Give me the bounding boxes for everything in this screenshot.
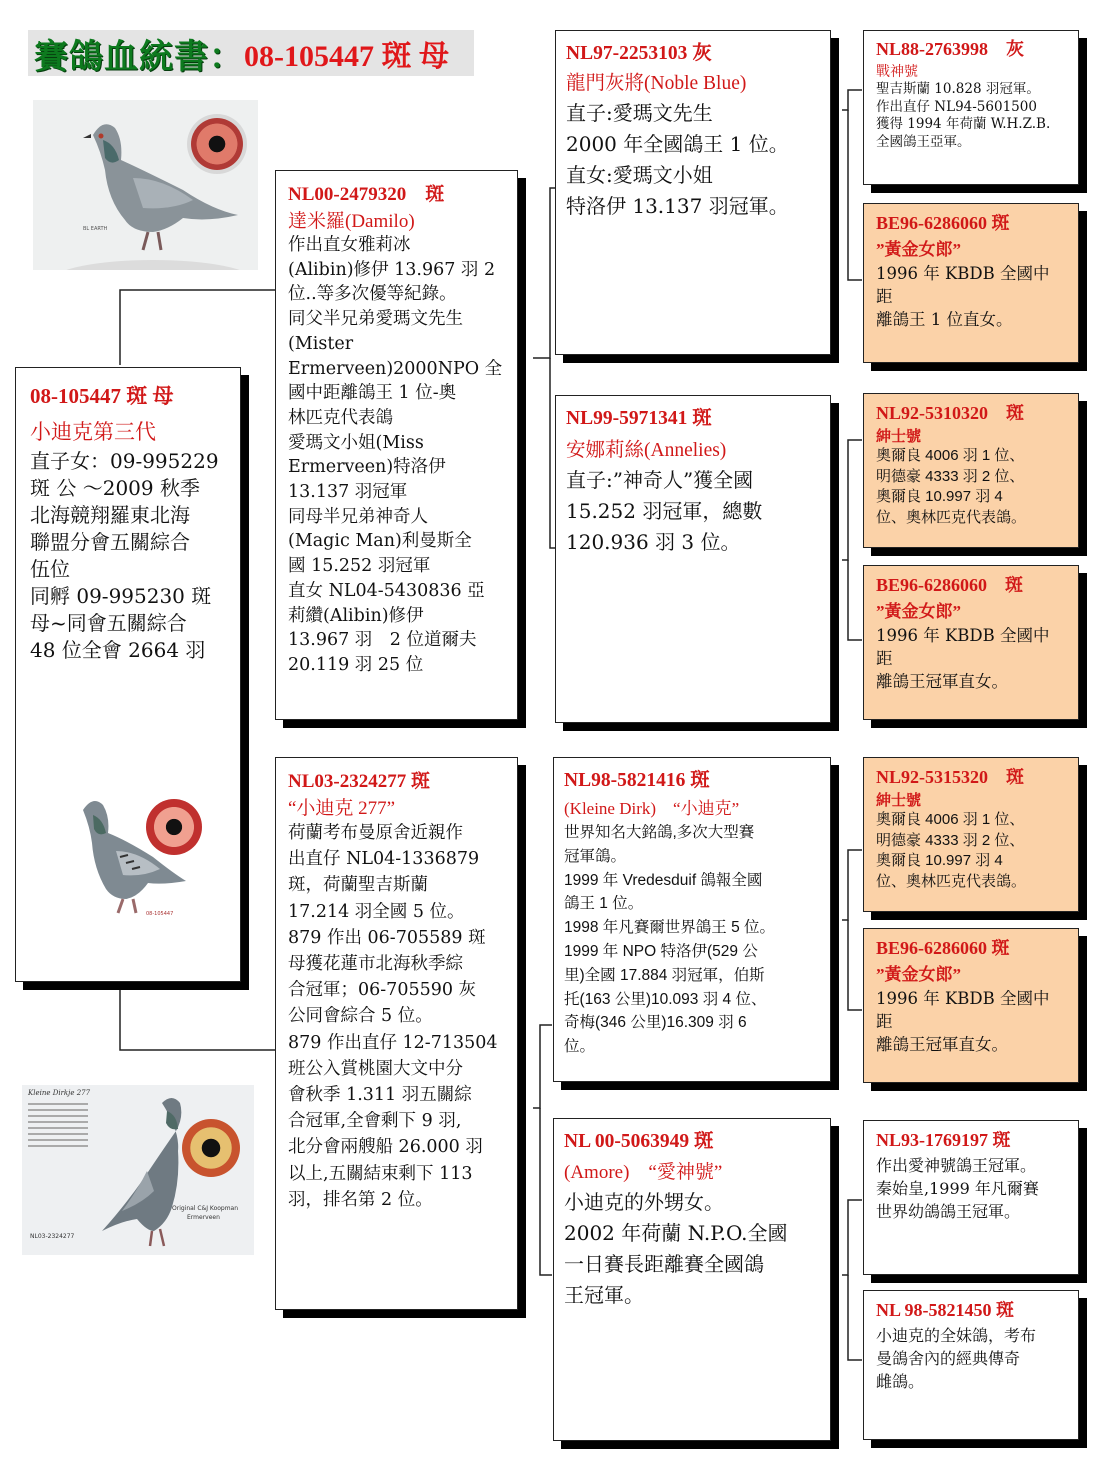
- ggp-card-6: [863, 928, 1079, 1083]
- ggp-card-4: [863, 565, 1079, 720]
- subject-ring: 08-105447 斑 母: [30, 384, 174, 408]
- ggp-4-ring: BE96-6286060 斑: [876, 575, 1024, 595]
- ggp-2-details: 1996 年 KBDB 全國中距 離鴿王 1 位直女。: [876, 264, 1050, 329]
- subject-name: 小迪克第三代: [30, 420, 156, 444]
- eye-photo-icon: [146, 799, 202, 855]
- ggp-5-ring: NL92-5315320 斑: [876, 767, 1024, 787]
- ggp-1-details: 聖吉斯蘭 10.828 羽冠軍。 作出直仔 NL94-5601500 獲得 1994 年荷蘭 W.H.Z.B. 全國鴿王亞軍。: [876, 81, 1051, 150]
- ggp-5-name: 紳士號: [876, 792, 922, 809]
- ggp-2-ring: BE96-6286060 斑: [876, 213, 1010, 233]
- dam-ring: NL03-2324277 斑: [288, 771, 430, 792]
- ggp-card-2: [863, 203, 1079, 363]
- ggp-3-ring: NL92-5310320 斑: [876, 403, 1024, 423]
- grandsire-dam-card: [553, 757, 831, 1082]
- pigeon-photo-middle: [68, 785, 208, 925]
- ggp-6-details: 1996 年 KBDB 全國中距 離鴿王冠軍直女。: [876, 989, 1050, 1054]
- ggp-7-details: 作出愛神號鴿王冠軍。 秦始皇,1999 年凡爾賽 世界幼鴿鴿王冠軍。: [876, 1156, 1039, 1221]
- ggp-card-8: [863, 1290, 1079, 1440]
- grandsire-sire-card: [555, 30, 831, 355]
- title-ring-number: 08-105447 斑 母: [244, 40, 449, 73]
- photo-bottom-place: Ermerveen: [187, 1214, 220, 1221]
- gp-ds-name: (Kleine Dirk) “小迪克”: [564, 799, 740, 818]
- ggp-5-details: 奧爾良 4006 羽 1 位、 明德豪 4333 羽 2 位、 奧爾良 10.997 羽 4 位、奧林匹克代表鴿。: [876, 811, 1027, 890]
- eye-photo-icon: [182, 1119, 240, 1177]
- ggp-4-details: 1996 年 KBDB 全國中距 離鴿王冠軍直女。: [876, 626, 1050, 691]
- ggp-8-details: 小迪克的全妹鴿，考布 曼鴿舍內的經典傳奇 雌鴿。: [876, 1326, 1037, 1391]
- gp-dd-name: (Amore) “愛神號”: [564, 1162, 723, 1183]
- granddam-dam-card: [553, 1118, 831, 1441]
- gp-sd-details: 直子:”神奇人”獲全國 15.252 羽冠軍，總數 120.936 羽 3 位。: [566, 468, 763, 554]
- gp-dd-ring: NL 00-5063949 斑: [564, 1131, 714, 1152]
- gp-sd-name: 安娜莉絲(Annelies): [566, 440, 727, 461]
- pedigree-text-lines: [28, 1099, 88, 1151]
- sire-details: 作出直女雅莉冰 (Alibin)修伊 13.967 羽 2 位..等多次優等紀錄。 同父半兄弟愛瑪文先生 (Mister Ermerveen)2000NPO 全 國中距離鴿王 1 位-奧 林匹克代表鴿 愛瑪文小姐(Miss Ermerveen)特洛伊 13.137 羽冠軍 同母半兄弟神奇人 (Magic Man)利曼斯全 國 15.252 羽冠軍 直女 NL04-5430836 亞 莉纘(Alibin)修伊 13.967 羽 2 位道爾夫 20.119 羽 25 位: [288, 235, 503, 675]
- ggp-3-name: 紳士號: [876, 428, 922, 445]
- ggp-card-1: [863, 30, 1079, 185]
- photo-bottom-ring: NL03-2324277: [30, 1233, 75, 1240]
- photo-caption-top: BL EARTH: [83, 226, 108, 232]
- sire-name: 達米羅(Damilo): [288, 211, 415, 232]
- ggp-8-ring: NL 98-5821450 斑: [876, 1300, 1015, 1320]
- ggp-6-name: ”黃金女郎”: [876, 965, 961, 984]
- pigeon-photo-top: [33, 100, 258, 270]
- gp-dd-details: 小迪克的外甥女。 2002 年荷蘭 N.P.O.全國 一日賽長距離賽全國鴿 王冠軍。: [564, 1190, 788, 1307]
- sire-ring: NL00-2479320 斑: [288, 184, 445, 205]
- gp-sd-ring: NL99-5971341 斑: [566, 408, 712, 429]
- gp-ss-ring: NL97-2253103 灰: [566, 43, 712, 64]
- title-prefix: 賽鴿血統書：: [34, 36, 244, 77]
- photo-bottom-maker: Original C&J Koopman: [172, 1205, 239, 1212]
- gp-ss-name: 龍門灰將(Noble Blue): [566, 73, 747, 94]
- ggp-3-details: 奧爾良 4006 羽 1 位、 明德豪 4333 羽 2 位、 奧爾良 10.997 羽 4 位、奧林匹克代表鴿。: [876, 447, 1027, 526]
- subject-details: 直子女：09-995229 斑 公 ～2009 秋季 北海競翔羅東北海 聯盟分會五關綜合 伍位 同孵 09-995230 斑 母~同會五關綜合 48 位全會 2664 羽: [30, 449, 219, 662]
- eye-photo-icon: [191, 118, 243, 170]
- gp-ss-details: 直子:愛瑪文先生 2000 年全國鴿王 1 位。 直女:愛瑪文小姐 特洛伊 13.137 羽冠軍。: [566, 101, 789, 218]
- dam-name: “小迪克 277”: [288, 798, 396, 819]
- ggp-2-name: ”黃金女郎”: [876, 240, 961, 259]
- pigeon-silhouette-icon: [92, 1091, 202, 1251]
- ggp-6-ring: BE96-6286060 斑: [876, 938, 1010, 958]
- ggp-1-ring: NL88-2763998 灰: [876, 39, 1024, 59]
- granddam-sire-card: [555, 395, 831, 723]
- ggp-card-5: [863, 757, 1079, 912]
- ggp-card-7: [863, 1120, 1079, 1275]
- photo-caption-middle: 08-105447: [146, 911, 174, 917]
- ggp-card-3: [863, 393, 1079, 548]
- ggp-7-ring: NL93-1769197 斑: [876, 1130, 1011, 1150]
- sire-card: [275, 170, 518, 720]
- pigeon-photo-bottom: [22, 1085, 254, 1255]
- ggp-4-name: ”黃金女郎”: [876, 602, 961, 621]
- dam-details: 荷蘭考布曼原舍近親作 出直仔 NL04-1336879 斑，荷蘭聖吉斯蘭 17.214 羽全國 5 位。 879 作出 06-705589 斑 母獲花蓮市北海秋季綜 合冠軍；06-705590 灰 公同會綜合 5 位。 879 作出直仔 12-713504 班公入賞桃園大文中分 會秋季 1.311 羽五關綜 合冠軍,全會剩下 9 羽, 北分會兩艘船 26.000 羽 以上,五關結束剩下 113 羽，排名第 2 位。: [288, 823, 498, 1210]
- gp-ds-ring: NL98-5821416 斑: [564, 770, 710, 791]
- ggp-1-name: 戰神號: [876, 63, 918, 79]
- dam-card: [275, 757, 518, 1310]
- pedigree-title: [28, 30, 474, 76]
- photo-bottom-heading: Kleine Dirkje 277: [28, 1089, 91, 1097]
- gp-ds-details: 世界知名大銘鴿,多次大型賽 冠軍鴿。 1999 年 Vredesduif 鴿報全國 鴿王 1 位。 1998 年凡賽爾世界鴿王 5 位。 1999 年 NPO 特洛伊(529 公 里)全國 17.884 羽冠軍，伯斯 托(163 公里)10.093 羽 4 位、 奇梅(346 公里)16.309 羽 6 位。: [564, 824, 776, 1056]
